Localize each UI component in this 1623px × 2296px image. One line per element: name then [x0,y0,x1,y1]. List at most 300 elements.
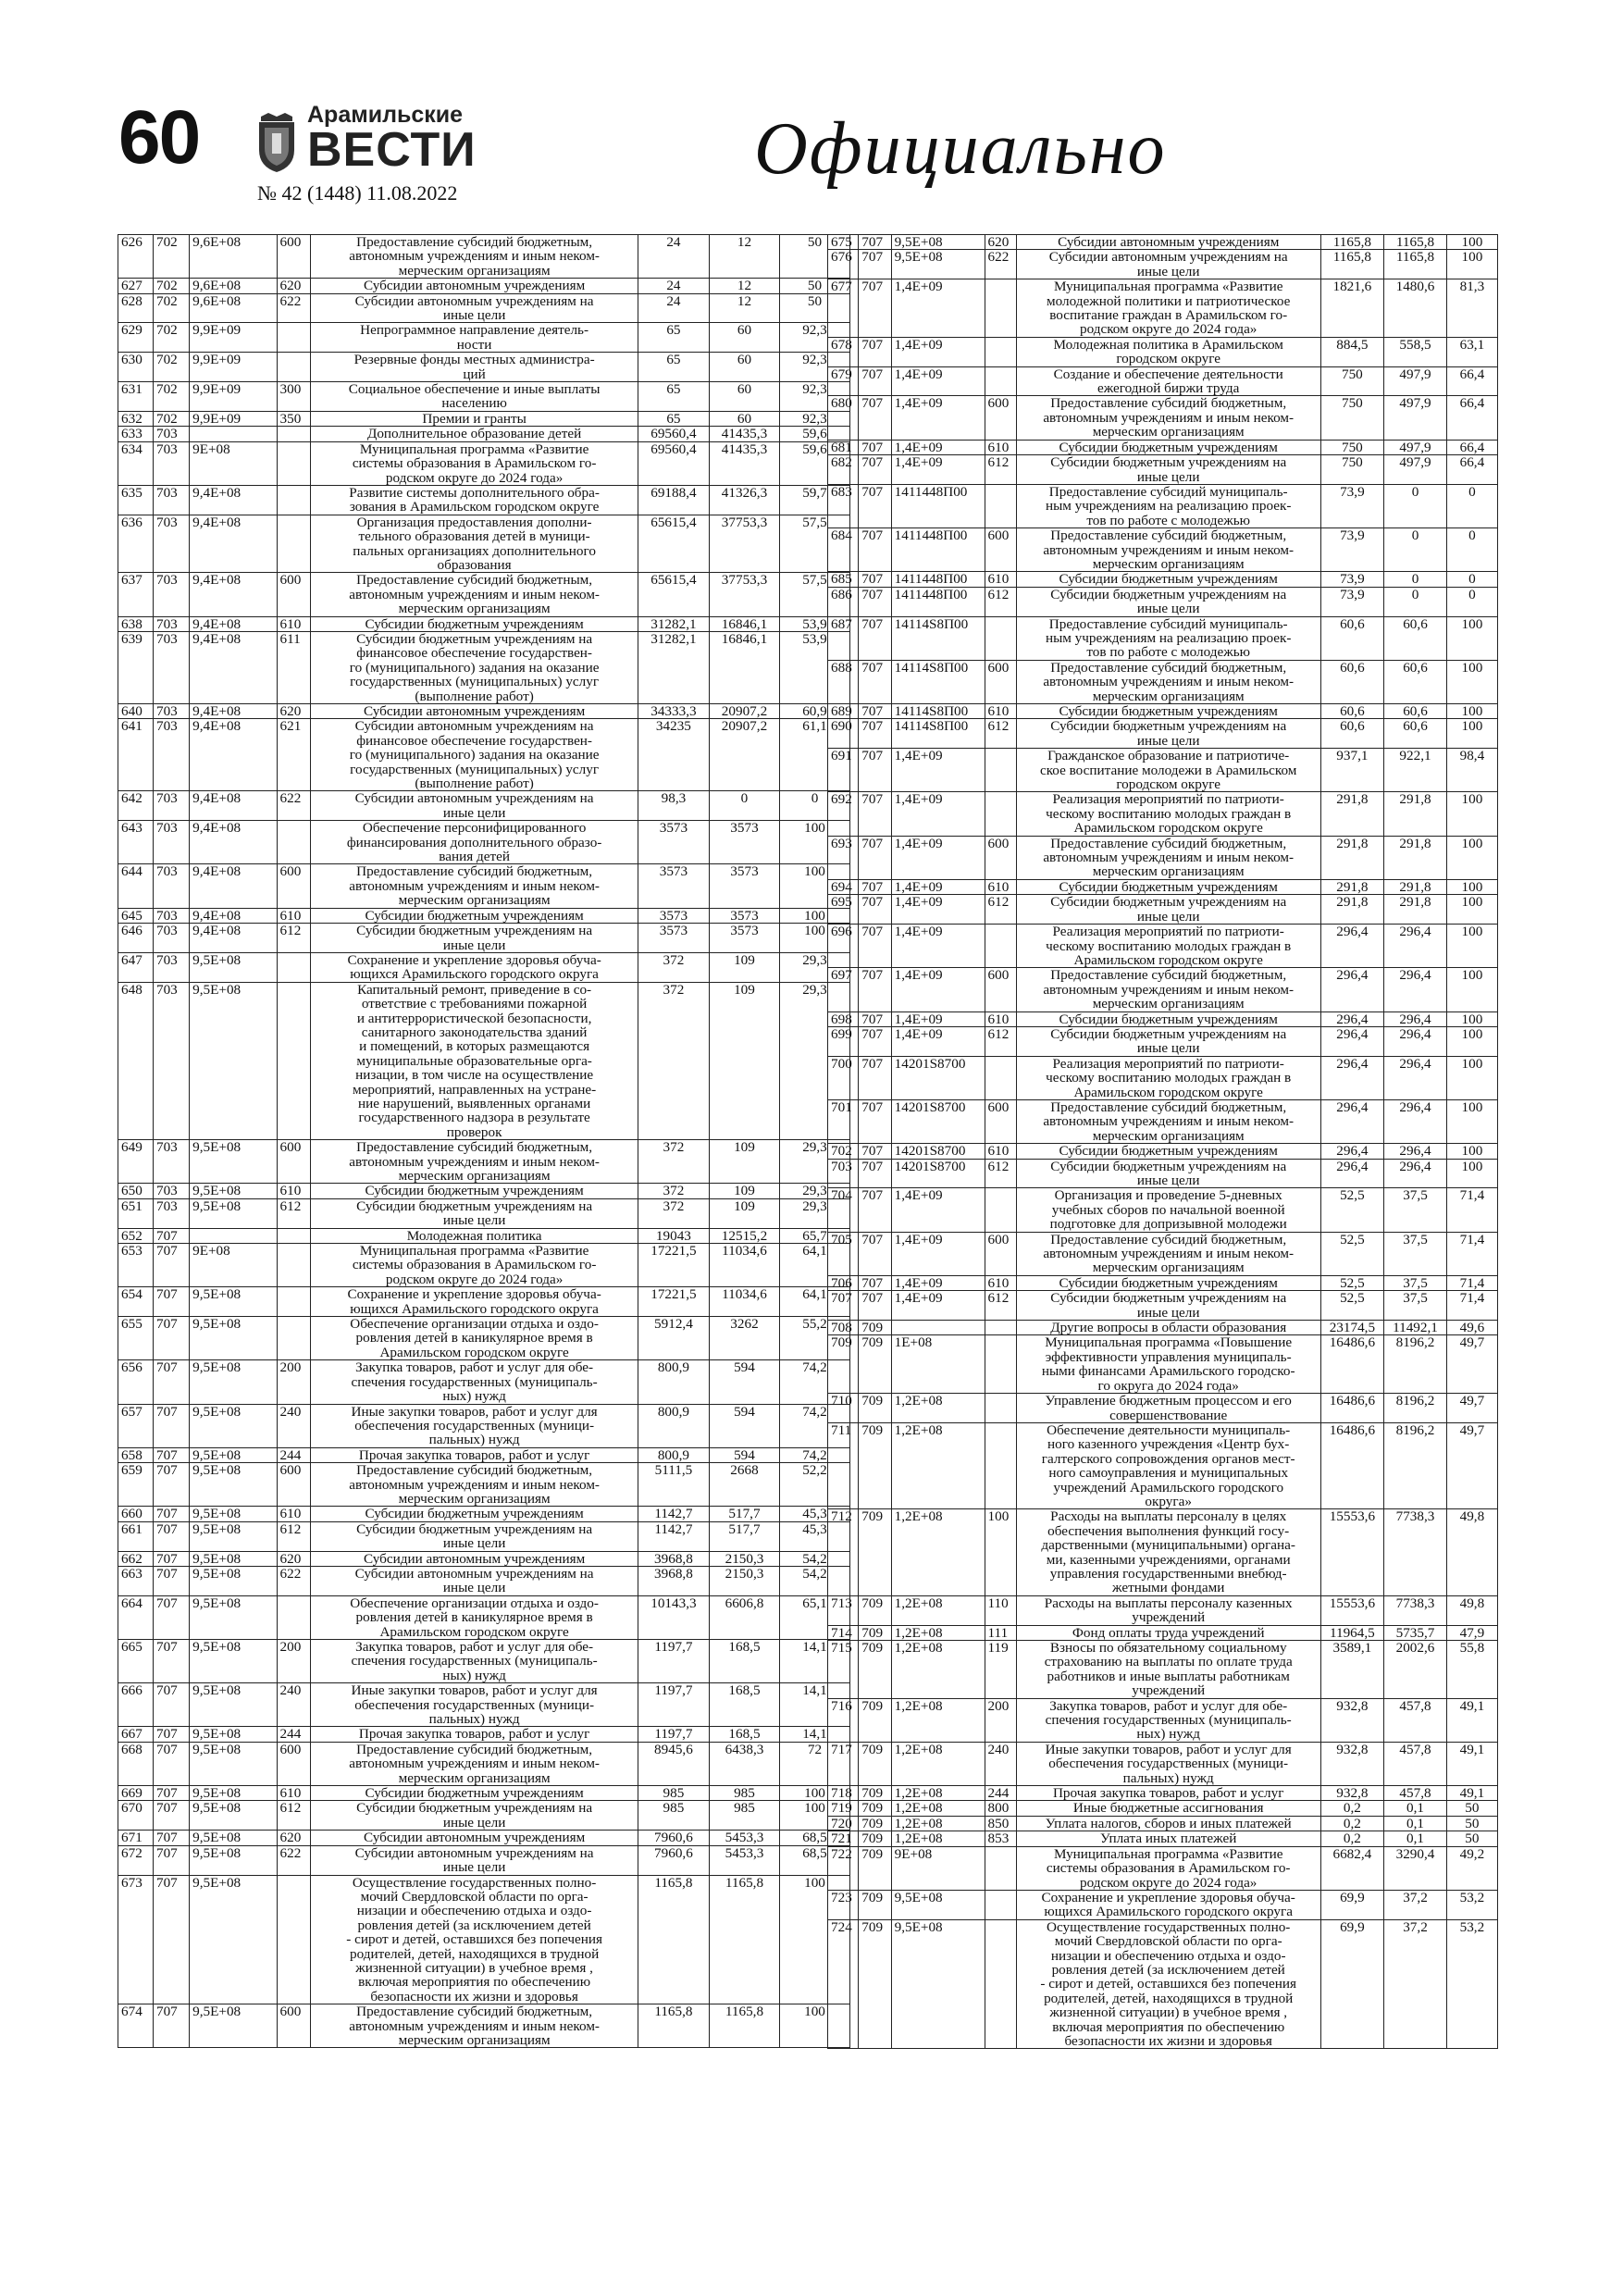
row-number: 646 [118,924,154,953]
percent: 92,3 [779,353,849,382]
section-code: 707 [153,1551,189,1566]
target-code: 1,4Е+09 [891,337,985,366]
item-name: Субсидии автономным учреждениям на иные цели [1016,250,1320,279]
budget-table-right [827,234,1498,2049]
row-number: 698 [828,1011,859,1026]
section-code: 703 [153,982,189,1139]
expense-type: 610 [277,1507,311,1521]
table-row [828,1641,1498,1699]
row-number: 713 [828,1595,859,1625]
planned-amount: 15553,6 [1320,1595,1384,1625]
target-code: 9,5Е+08 [190,1683,277,1727]
target-code: 1,4Е+09 [891,1026,985,1056]
section-code: 707 [153,1360,189,1404]
planned-amount: 1197,7 [638,1727,709,1742]
target-code: 14114S8П00 [891,660,985,703]
row-number: 626 [118,235,154,279]
planned-amount: 34235 [638,719,709,791]
target-code: 1,2Е+08 [891,1509,985,1595]
table-row [118,631,850,703]
executed-amount: 109 [709,1140,779,1184]
section-code: 707 [153,1640,189,1683]
row-number: 688 [828,660,859,703]
executed-amount: 5735,7 [1384,1625,1447,1640]
item-name: Субсидии бюджетным учреждениям на иные цели [311,1198,638,1228]
target-code: 9,4Е+08 [190,616,277,631]
expense-type: 610 [985,1144,1016,1159]
table-row [118,279,850,293]
item-name: Сохранение и укрепление здоровья обуча- ющихся Арамильского городского округа [311,952,638,982]
target-code: 1,4Е+09 [891,836,985,879]
row-number: 692 [828,792,859,836]
table-row [118,1140,850,1184]
row-number: 691 [828,749,859,792]
percent: 71,4 [1446,1291,1497,1321]
section-code: 707 [153,1521,189,1551]
section-code: 703 [153,515,189,573]
executed-amount: 594 [709,1404,779,1447]
target-code [190,1228,277,1243]
planned-amount: 7960,6 [638,1831,709,1845]
percent: 92,3 [779,382,849,412]
expense-type: 600 [985,1232,1016,1275]
table-row [828,1595,1498,1625]
expense-type: 600 [985,836,1016,879]
target-code: 1,2Е+08 [891,1641,985,1699]
item-name: Субсидии бюджетным учреждениям на иные цели [1016,895,1320,925]
table-row [828,925,1498,968]
section-code: 707 [859,836,891,879]
section-code: 707 [859,1026,891,1056]
planned-amount: 17221,5 [638,1244,709,1287]
target-code: 9,4Е+08 [190,864,277,908]
table-row [828,1509,1498,1595]
target-code: 1,4Е+09 [891,366,985,396]
item-name: Осуществление государственных полно- мочий Свердловской области по орга- низации и обеспечению отдыха и оздо- ровления детей (за исключением детей - сирот и детей, оставшихся без попечения родителей, детей, находящихся в трудной жизненной ситуации) в учебное время , включая мероприятия по обеспечению безопасности их жизни и здоровья [1016,1919,1320,2049]
section-code: 702 [153,411,189,426]
table-row [828,366,1498,396]
item-name: Обеспечение организации отдыха и оздо- ровления детей в каникулярное время в Арамильском городском округе [311,1317,638,1360]
target-code: 1,4Е+09 [891,879,985,894]
newspaper-logo [255,102,487,176]
section-code: 707 [153,1683,189,1727]
table-row [118,1404,850,1447]
table-row [118,1831,850,1845]
item-name: Реализация мероприятий по патриоти- ческому воспитанию молодых граждан в Арамильском городском округе [1016,1056,1320,1099]
row-number: 644 [118,864,154,908]
row-number: 629 [118,323,154,353]
percent: 72 [779,1742,849,1785]
expense-type: 612 [985,1291,1016,1321]
item-name: Предоставление субсидий бюджетным, автономным учреждениям и иным неком- мерческим организациям [311,1463,638,1507]
percent: 53,2 [1446,1919,1497,2049]
percent: 49,8 [1446,1509,1497,1595]
executed-amount: 3573 [709,821,779,864]
target-code: 9,5Е+08 [190,952,277,982]
planned-amount: 3968,8 [638,1551,709,1566]
expense-type [985,1394,1016,1423]
executed-amount: 6606,8 [709,1595,779,1639]
percent: 55,2 [779,1317,849,1360]
item-name: Фонд оплаты труда учреждений [1016,1625,1320,1640]
item-name: Предоставление субсидий муниципаль- ным учреждениям на реализацию проек- тов по работе с молодежью [1016,484,1320,527]
logo-top-text: Арамильские [307,102,464,128]
item-name: Субсидии бюджетным учреждениям [311,1507,638,1521]
table-row [118,1228,850,1243]
row-number: 719 [828,1801,859,1816]
item-name: Сохранение и укрепление здоровья обуча- ющихся Арамильского городского округа [311,1287,638,1317]
row-number: 712 [828,1509,859,1595]
section-code: 703 [153,427,189,441]
percent: 71,4 [1446,1232,1497,1275]
planned-amount: 1165,8 [638,1875,709,2004]
executed-amount: 1165,8 [709,2004,779,2048]
executed-amount: 60,6 [1384,660,1447,703]
item-name: Субсидии бюджетным учреждениям [1016,1144,1320,1159]
target-code: 9,9Е+09 [190,382,277,412]
row-number: 641 [118,719,154,791]
expense-type: 600 [985,660,1016,703]
target-code: 1,4Е+09 [891,279,985,338]
table-row [828,1786,1498,1801]
table-row [828,528,1498,572]
percent: 63,1 [1446,337,1497,366]
item-name: Муниципальная программа «Развитие системы образования в Арамильском го- родском округе до 2024 года» [311,1244,638,1287]
row-number: 660 [118,1507,154,1521]
section-code: 703 [153,441,189,485]
row-number: 708 [828,1321,859,1335]
expense-type [985,616,1016,660]
table-row [828,616,1498,660]
executed-amount: 3573 [709,864,779,908]
section-code: 709 [859,1816,891,1831]
executed-amount: 517,7 [709,1521,779,1551]
table-row [828,1144,1498,1159]
planned-amount: 296,4 [1320,925,1384,968]
target-code: 9,5Е+08 [190,1360,277,1404]
section-code: 703 [153,573,189,616]
section-code: 703 [153,821,189,864]
percent: 60,9 [779,704,849,719]
row-number: 672 [118,1845,154,1875]
expense-type [985,1890,1016,1919]
planned-amount: 296,4 [1320,1144,1384,1159]
budget-table-left [118,234,850,2048]
row-number: 666 [118,1683,154,1727]
executed-amount: 7738,3 [1384,1595,1447,1625]
percent: 50 [779,279,849,293]
section-code: 707 [859,895,891,925]
item-name: Предоставление субсидий бюджетным, автономным учреждениям и иным неком- мерческим организациям [311,573,638,616]
executed-amount: 2002,6 [1384,1641,1447,1699]
expense-type: 610 [277,1184,311,1198]
executed-amount: 37,5 [1384,1275,1447,1290]
expense-type [277,485,311,515]
target-code: 9,5Е+08 [190,1831,277,1845]
executed-amount: 0,1 [1384,1816,1447,1831]
planned-amount: 69188,4 [638,485,709,515]
item-name: Субсидии бюджетным учреждениям на иные цели [1016,1291,1320,1321]
item-name: Субсидии бюджетным учреждениям на иные цели [1016,1026,1320,1056]
table-row [828,1011,1498,1026]
executed-amount: 0 [1384,528,1447,572]
percent: 61,1 [779,719,849,791]
row-number: 642 [118,791,154,821]
percent: 53,2 [1446,1890,1497,1919]
expense-type [277,515,311,573]
row-number: 723 [828,1890,859,1919]
item-name: Субсидии бюджетным учреждениям [1016,440,1320,454]
item-name: Непрограммное направление деятель- ности [311,323,638,353]
item-name: Субсидии автономным учреждениям [1016,235,1320,250]
section-code: 709 [859,1595,891,1625]
executed-amount: 985 [709,1801,779,1831]
item-name: Предоставление субсидий бюджетным, автономным учреждениям и иным неком- мерческим организациям [311,1140,638,1184]
percent: 29,3 [779,982,849,1139]
row-number: 695 [828,895,859,925]
planned-amount: 16486,6 [1320,1394,1384,1423]
section-code: 707 [153,1742,189,1785]
percent: 53,9 [779,631,849,703]
table-row [828,1846,1498,1890]
planned-amount: 7960,6 [638,1845,709,1875]
item-name: Уплата налогов, сборов и иных платежей [1016,1816,1320,1831]
expense-type: 600 [277,1742,311,1785]
section-code: 707 [859,925,891,968]
executed-amount: 109 [709,982,779,1139]
row-number: 628 [118,293,154,323]
item-name: Предоставление субсидий бюджетным, автономным учреждениям и иным неком- мерческим организациям [1016,1099,1320,1143]
percent: 100 [779,1801,849,1831]
target-code: 9,5Е+08 [190,1287,277,1317]
target-code: 9,9Е+09 [190,353,277,382]
target-code: 9,5Е+08 [190,1551,277,1566]
executed-amount: 296,4 [1384,1159,1447,1188]
table-row [118,1801,850,1831]
section-code: 707 [859,366,891,396]
planned-amount: 800,9 [638,1360,709,1404]
section-code: 707 [153,1507,189,1521]
executed-amount: 0 [1384,587,1447,616]
planned-amount: 52,5 [1320,1291,1384,1321]
planned-amount: 8945,6 [638,1742,709,1785]
item-name: Предоставление субсидий бюджетным, автономным учреждениям и иным неком- мерческим организациям [1016,660,1320,703]
target-code: 1,4Е+09 [891,792,985,836]
table-row [118,353,850,382]
row-number: 709 [828,1335,859,1394]
table-row [828,792,1498,836]
section-code: 707 [153,1287,189,1317]
target-code: 9,5Е+08 [190,1317,277,1360]
percent: 100 [1446,968,1497,1011]
executed-amount: 291,8 [1384,792,1447,836]
expense-type: 600 [277,2004,311,2048]
percent: 14,1 [779,1683,849,1727]
row-number: 703 [828,1159,859,1188]
percent: 100 [779,924,849,953]
item-name: Другие вопросы в области образования [1016,1321,1320,1335]
target-code: 1,2Е+08 [891,1394,985,1423]
planned-amount: 24 [638,279,709,293]
table-row [118,485,850,515]
executed-amount: 0 [709,791,779,821]
expense-type: 800 [985,1801,1016,1816]
expense-type [277,353,311,382]
percent: 49,7 [1446,1422,1497,1508]
section-code: 703 [153,631,189,703]
row-number: 705 [828,1232,859,1275]
percent: 74,2 [779,1404,849,1447]
row-number: 689 [828,704,859,719]
target-code: 1,4Е+09 [891,968,985,1011]
planned-amount: 73,9 [1320,572,1384,587]
target-code: 9,5Е+08 [891,250,985,279]
planned-amount: 11964,5 [1320,1625,1384,1640]
percent: 92,3 [779,411,849,426]
planned-amount: 65 [638,382,709,412]
table-row [828,1625,1498,1640]
expense-type [277,1244,311,1287]
planned-amount: 73,9 [1320,528,1384,572]
executed-amount: 497,9 [1384,440,1447,454]
executed-amount: 517,7 [709,1507,779,1521]
executed-amount: 41326,3 [709,485,779,515]
target-code: 9Е+08 [190,1244,277,1287]
planned-amount: 296,4 [1320,1056,1384,1099]
item-name: Муниципальная программа «Развитие системы образования в Арамильском го- родском округе до 2024 года» [1016,1846,1320,1890]
planned-amount: 65 [638,411,709,426]
row-number: 710 [828,1394,859,1423]
expense-type [277,1287,311,1317]
row-number: 633 [118,427,154,441]
section-code: 709 [859,1742,891,1785]
target-code: 9,6Е+08 [190,235,277,279]
expense-type [277,427,311,441]
row-number: 722 [828,1846,859,1890]
expense-type [277,1228,311,1243]
expense-type: 850 [985,1816,1016,1831]
executed-amount: 1165,8 [1384,235,1447,250]
item-name: Субсидии бюджетным учреждениям [1016,704,1320,719]
expense-type [985,1056,1016,1099]
expense-type: 200 [985,1698,1016,1742]
page-number: 60 [118,95,200,180]
executed-amount: 41435,3 [709,441,779,485]
row-number: 724 [828,1919,859,2049]
item-name: Закупка товаров, работ и услуг для обе- спечения государственных (муниципаль- ных) нужд [1016,1698,1320,1742]
target-code: 9,5Е+08 [190,1845,277,1875]
expense-type: 612 [277,1198,311,1228]
row-number: 649 [118,1140,154,1184]
percent: 47,9 [1446,1625,1497,1640]
percent: 29,3 [779,952,849,982]
section-code: 702 [153,382,189,412]
target-code: 9Е+08 [891,1846,985,1890]
item-name: Иные бюджетные ассигнования [1016,1801,1320,1816]
table-row [118,323,850,353]
table-row [828,1831,1498,1846]
item-name: Субсидии автономным учреждениям на финансовое обеспечение государствен- го (муниципального) задания на оказание государственных (муниципальных) услуг (выполнение работ) [311,719,638,791]
executed-amount: 12515,2 [709,1228,779,1243]
target-code: 1411448П00 [891,572,985,587]
expense-type: 620 [277,1831,311,1845]
percent: 68,5 [779,1831,849,1845]
executed-amount: 168,5 [709,1683,779,1727]
item-name: Прочая закупка товаров, работ и услуг [311,1727,638,1742]
table-row [118,1507,850,1521]
executed-amount: 60 [709,323,779,353]
percent: 100 [779,1875,849,2004]
section-code: 703 [153,1184,189,1198]
section-code: 707 [859,1232,891,1275]
table-row [828,440,1498,454]
section-code: 707 [859,396,891,440]
executed-amount: 0 [1384,484,1447,527]
executed-amount: 37753,3 [709,573,779,616]
executed-amount: 60,6 [1384,616,1447,660]
item-name: Гражданское образование и патриотиче- ское воспитание молодежи в Арамильском городском округе [1016,749,1320,792]
planned-amount: 6682,4 [1320,1846,1384,1890]
table-row [118,1317,850,1360]
executed-amount: 37,5 [1384,1232,1447,1275]
planned-amount: 800,9 [638,1447,709,1462]
percent: 49,1 [1446,1786,1497,1801]
item-name: Уплата иных платежей [1016,1831,1320,1846]
expense-type: 610 [277,908,311,923]
expense-type [277,952,311,982]
planned-amount: 1142,7 [638,1521,709,1551]
row-number: 648 [118,982,154,1139]
executed-amount: 5453,3 [709,1845,779,1875]
percent: 100 [1446,879,1497,894]
row-number: 651 [118,1198,154,1228]
percent: 71,4 [1446,1275,1497,1290]
target-code: 9,4Е+08 [190,924,277,953]
target-code: 9,5Е+08 [190,1566,277,1595]
target-code: 9,5Е+08 [190,1786,277,1801]
row-number: 656 [118,1360,154,1404]
target-code: 9,5Е+08 [190,1198,277,1228]
item-name: Обеспечение организации отдыха и оздо- ровления детей в каникулярное время в Арамильском городском округе [311,1595,638,1639]
section-code: 707 [153,1447,189,1462]
section-code: 707 [859,455,891,485]
row-number: 680 [828,396,859,440]
percent: 71,4 [1446,1188,1497,1232]
row-number: 702 [828,1144,859,1159]
expense-type: 240 [277,1404,311,1447]
percent: 49,2 [1446,1846,1497,1890]
section-code: 707 [859,749,891,792]
table-row [118,427,850,441]
item-name: Расходы на выплаты персоналу в целях обеспечения выполнения функций госу- дарственными (муниципальными) органа- ми, казенными учреждениями, органами управления государственными внебюд- жетными фондами [1016,1509,1320,1595]
item-name: Субсидии бюджетным учреждениям [311,616,638,631]
executed-amount: 168,5 [709,1727,779,1742]
expense-type: 600 [985,1099,1016,1143]
target-code: 1411448П00 [891,587,985,616]
row-number: 661 [118,1521,154,1551]
row-number: 643 [118,821,154,864]
planned-amount: 750 [1320,396,1384,440]
planned-amount: 5111,5 [638,1463,709,1507]
table-row [828,396,1498,440]
left-column [118,234,850,2048]
percent: 49,1 [1446,1742,1497,1785]
planned-amount: 10143,3 [638,1595,709,1639]
item-name: Субсидии бюджетным учреждениям [311,1184,638,1198]
item-name: Премии и гранты [311,411,638,426]
section-code: 707 [859,1011,891,1026]
item-name: Предоставление субсидий бюджетным, автономным учреждениям и иным неком- мерческим организациям [1016,528,1320,572]
